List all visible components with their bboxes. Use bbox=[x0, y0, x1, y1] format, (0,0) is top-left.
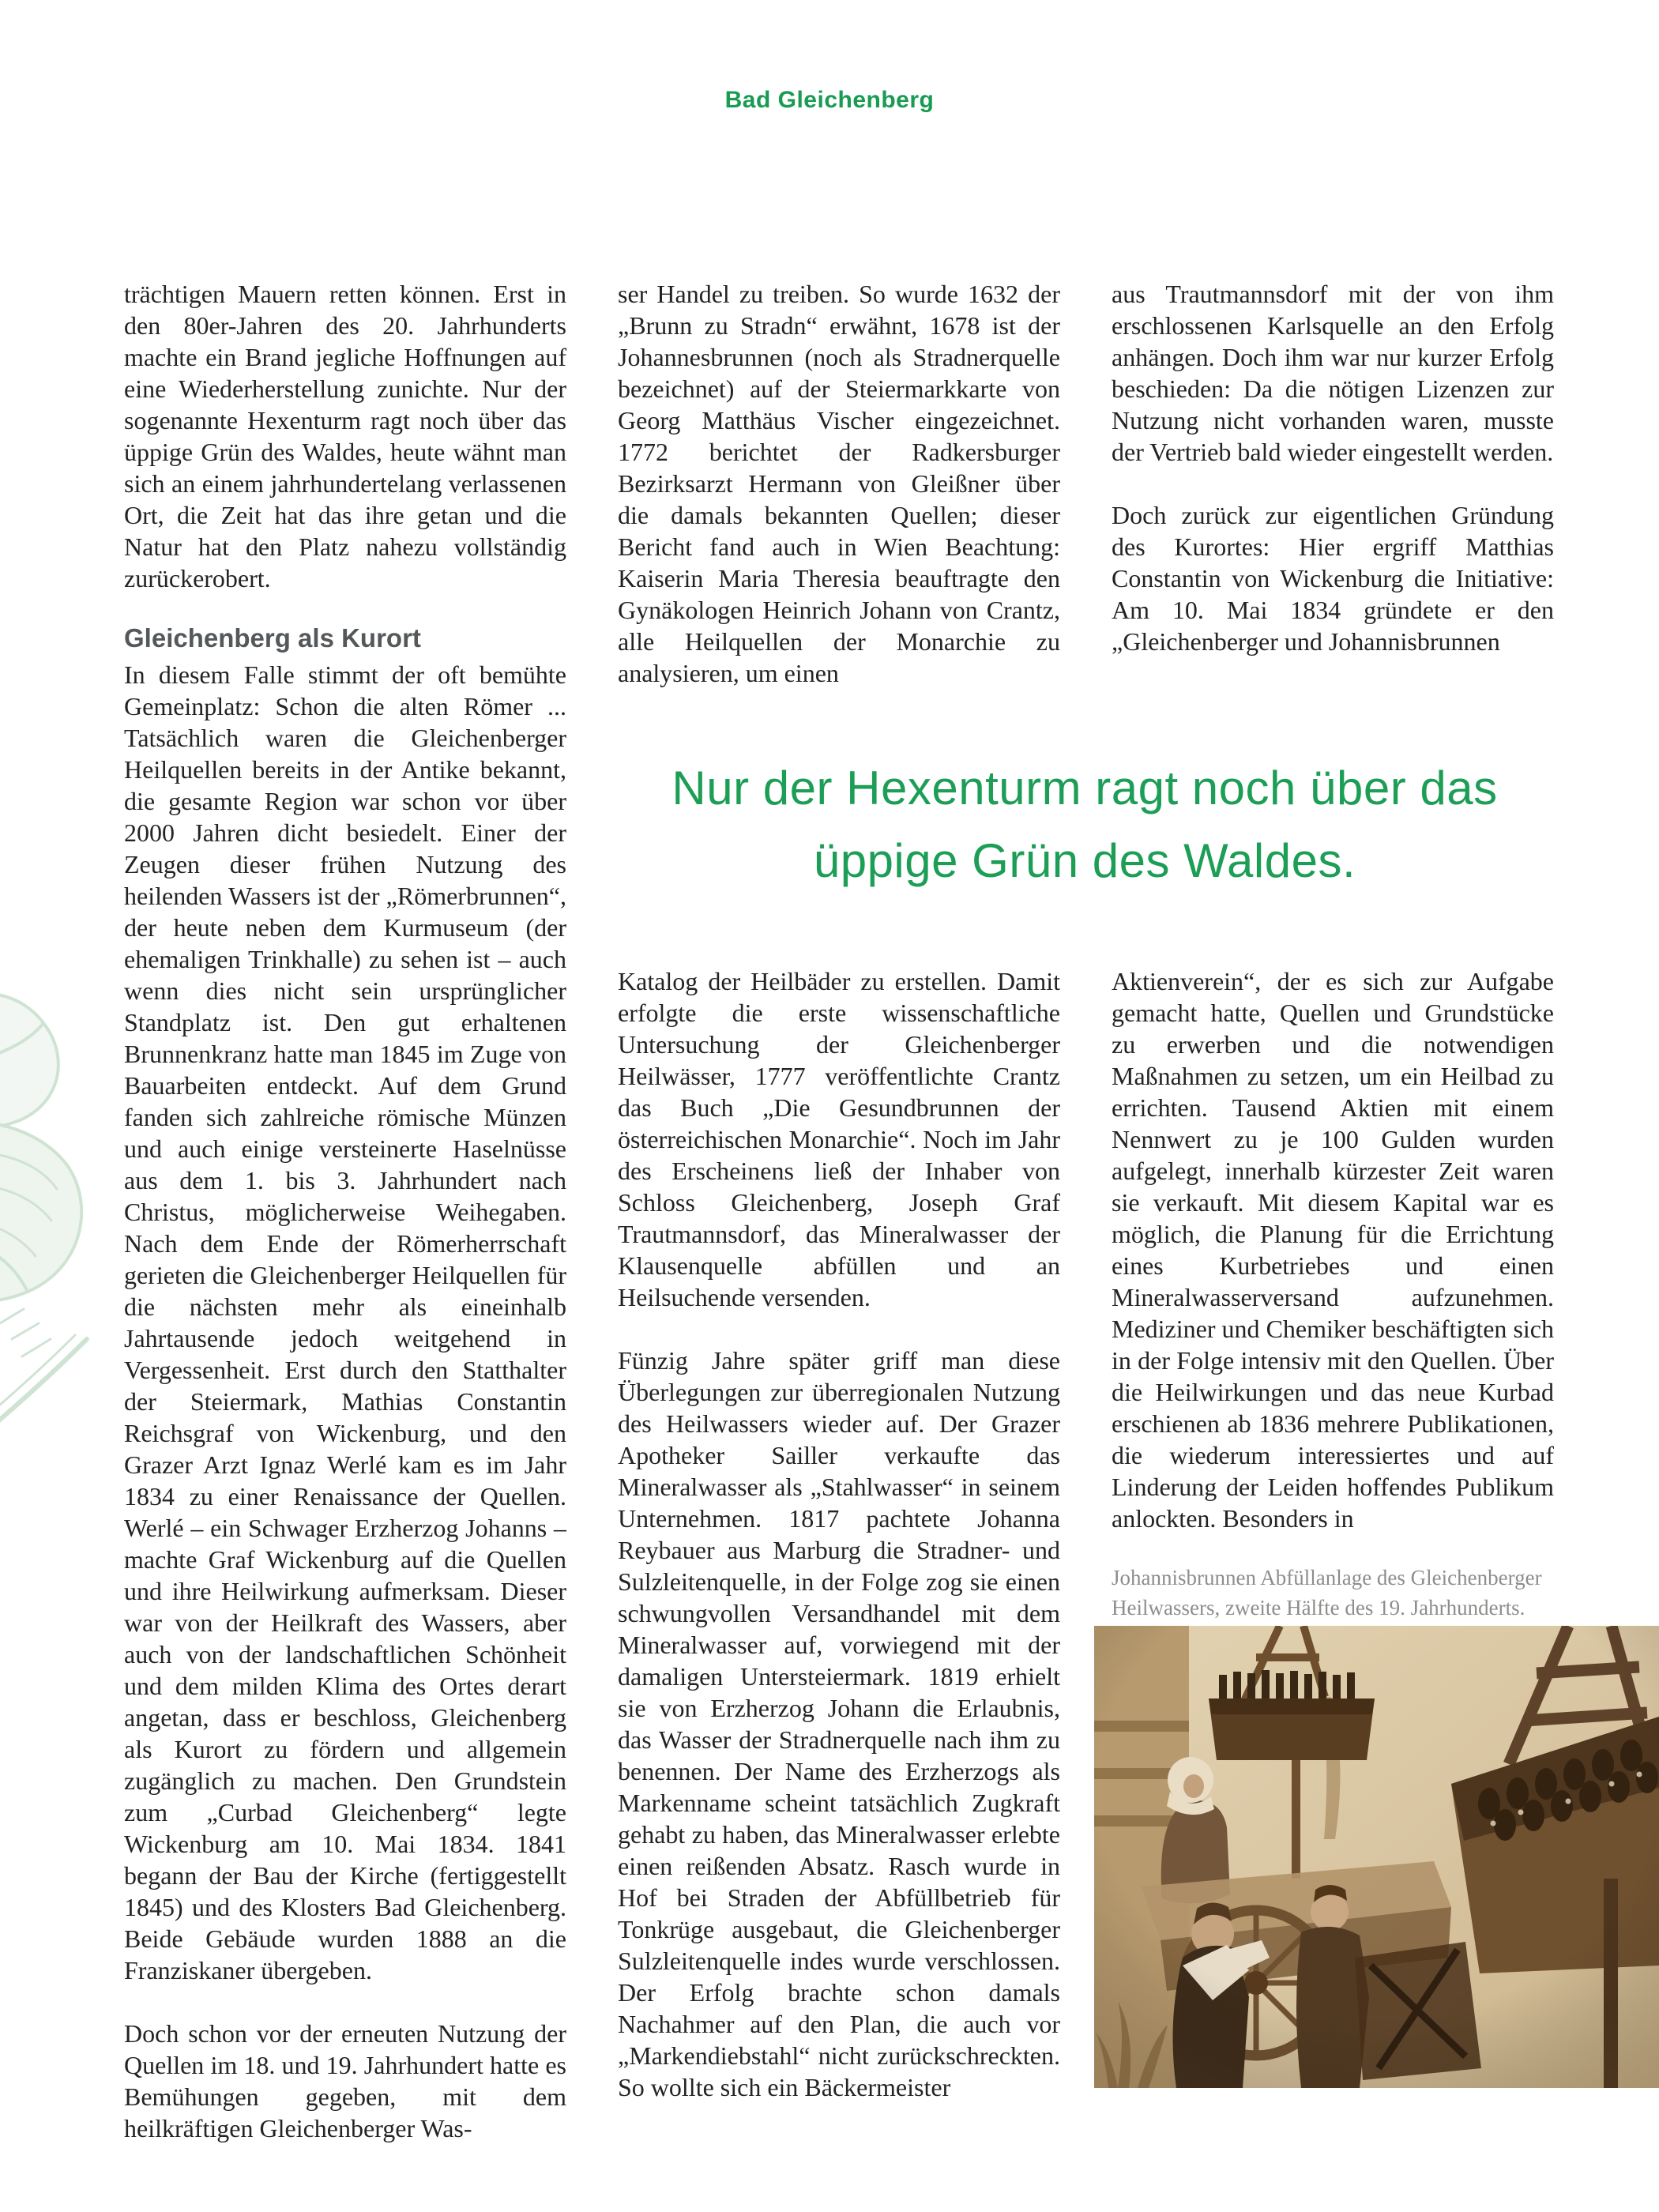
historical-photo-bottling-plant bbox=[1094, 1626, 1659, 2088]
body-paragraph: Doch zurück zur eigentlichen Gründung des Kurortes: Hier ergriff Matthias Constantin von Wickenburg die Initiative: Am 10. Mai 1834 gründete er den „Gleichenberger und Johannisbrunnen bbox=[1112, 501, 1554, 656]
body-paragraph: Doch schon vor der erneuten Nutzung der Quellen im 18. und 19. Jahrhundert hatte es Bemühungen gegeben, mit dem heilkräftigen Gleichenberger Was- bbox=[124, 2019, 566, 2142]
body-paragraph: aus Trautmannsdorf mit der von ihm erschlossenen Karlsquelle an den Erfolg anhängen. Doch ihm war nur kurzer Erfolg beschieden: Da die nötigen Lizenzen zur Nutzung nicht vorhanden waren, musste der Vertrieb bald wieder eingestellt werden. bbox=[1112, 280, 1554, 466]
body-paragraph: ser Handel zu treiben. So wurde 1632 der „Brunn zu Stradn“ erwähnt, 1678 ist der Johannesbrunnen (noch als Stradnerquelle bezeichnet) auf der Steiermarkkarte von Georg Matthäus Vischer eingezeichnet. 1772 berichtet der Radkersburger Bezirksarzt Hermann von Gleißner über die damals bekannten Quellen; dieser Bericht fand auch in Wien Beachtung: Kaiserin Maria Theresia beauftragte den Gynäkologen Heinrich Johann von Crantz, alle Heilquellen der Monarchie zu analysieren, um einen bbox=[618, 280, 1060, 687]
text-column-3-upper bbox=[1112, 278, 1554, 746]
photo-caption: Johannisbrunnen Abfüllanlage des Gleichenberger Heilwassers, zweite Hälfte des 19. Jahrhunderts. bbox=[1112, 1566, 1542, 1620]
body-paragraph: In diesem Falle stimmt der oft bemühte Gemeinplatz: Schon die alten Römer ... Tatsächlich waren die Gleichenberger Heilquellen bereits in der Antike bekannt, die gesamte Region war schon vor über 2000 Jahren dicht besiedelt. Einer der Zeugen dieser frühen Nutzung des heilenden Wassers ist der „Römerbrunnen“, der heute neben dem Kurmuseum (der ehemaligen Trinkhalle) zu sehen ist – auch wenn dies nicht sein ursprünglicher Standplatz ist. Den gut erhaltenen Brunnenkranz hatte man 1845 im Zuge von Bauarbeiten entdeckt. Auf dem Grund fanden sich zahlreiche römische Münzen und auch einige versteinerte Haselnüsse aus dem 1. bis 3. Jahrhundert nach Christus, möglicherweise Weihegaben. Nach dem Ende der Römerherrschaft gerieten die Gleichenberger Heilquellen für die nächsten mehr als eineinhalb Jahrtausende jedoch weitgehend in Vergessenheit. Erst durch den Statthalter der Steiermark, Mathias Constantin Reichsgraf von Wickenburg, und den Grazer Arzt Ignaz Werlé kam es im Jahr 1834 zu einer Renaissance der Quellen. Werlé – ein Schwager Erzherzog Johanns – machte Graf Wickenburg auf die Quellen und ihre Heilwirkung aufmerksam. Dieser war von der Heilkraft des Wassers, aber auch von der landschaftlichen Schönheit und dem milden Klima des Ortes derart angetan, dass er beschloss, Gleichenberg als Kurort zu fördern und allgemein zugänglich zu machen. Den Grundstein zum „Curbad Gleichenberg“ legte Wickenburg am 10. Mai 1834. 1841 begann der Bau der Kirche (fertiggestellt 1845) und des Klosters Bad Gleichenberg. Beide Gebäude wurden 1888 an die Franziskaner übergeben. bbox=[124, 660, 566, 1984]
body-paragraph: Katalog der Heilbäder zu erstellen. Damit erfolgte die erste wissenschaftliche Untersuchung der Gleichenberger Heilwässer, 1777 veröffentlichte Crantz das Buch „Die Gesundbrunnen der österreichischen Monarchie“. Noch im Jahr des Erscheinens ließ der Inhaber von Schloss Gleichenberg, Joseph Graf Trautmannsdorf, das Mineralwasser der Klausenquelle abfüllen und an Heilsuchende versenden. bbox=[618, 967, 1060, 1311]
text-column-3-lower bbox=[1112, 965, 1554, 1566]
text-column-1 bbox=[124, 278, 566, 2149]
text-column-2-upper bbox=[618, 278, 1060, 746]
section-heading: Gleichenberg als Kurort bbox=[124, 623, 421, 653]
body-paragraph: Aktienverein“, der es sich zur Aufgabe gemacht hatte, Quellen und Grundstücke zu erwerben und die notwendigen Maßnahmen zu setzen, um ein Heilbad zu errichten. Tausend Aktien mit einem Nennwert zu je 100 Gulden wurden aufgelegt, innerhalb kürzester Zeit waren sie verkauft. Mit diesem Kapital war es möglich, die Planung für die Errichtung eines Kurbetriebes und einen Mineralwasserversand aufzunehmen. Mediziner und Chemiker beschäftigten sich in der Folge intensiv mit den Quellen. Über die Heilwirkungen und das neue Kurbad erschienen ab 1836 mehrere Publikationen, die wiederum interessiertes und auf Linderung der Leiden hoffendes Publikum anlockten. Besonders in bbox=[1112, 967, 1554, 1533]
text-column-2-lower bbox=[618, 965, 1060, 2172]
botanical-decoration-drawing bbox=[0, 897, 118, 1544]
pull-quote: Nur der Hexenturm ragt noch über das üppige Grün des Waldes. bbox=[672, 762, 1498, 887]
body-paragraph: trächtigen Mauern retten können. Erst in den 80er-Jahren des 20. Jahrhunderts machte ein Brand jegliche Hoffnungen auf eine Wiederherstellung zunichte. Nur der sogenannte Hexenturm ragt noch über das üppige Grün des Waldes, heute wähnt man sich an einem jahrhundertelang verlassenen Ort, die Zeit hat das ihre getan und die Natur hat den Platz nahezu vollständig zurückerobert. bbox=[124, 280, 566, 592]
page-title: Bad Gleichenberg bbox=[724, 87, 935, 113]
body-paragraph: Fünzig Jahre später griff man diese Überlegungen zur überregionalen Nutzung des Heilwassers wieder auf. Der Grazer Apotheker Sailler verkaufte das Mineralwasser als „Stahlwasser“ in seinem Unternehmen. 1817 pachtete Johanna Reybauer aus Marburg die Stradner- und Sulzleitenquelle, in der Folge zog sie einen schwungvollen Versandhandel mit dem Mineralwasser auf, vorwiegend mit der damaligen Untersteiermark. 1819 erhielt sie von Erzherzog Johann die Erlaubnis, das Wasser der Stradnerquelle nach ihm zu benennen. Der Name des Erzherzogs als Markenname scheint tatsächlich Zugkraft gehabt zu haben, das Mineralwasser erlebte einen reißenden Absatz. Rasch wurde in Hof bei Straden der Abfüllbetrieb für Tonkrüge ausgebaut, die Gleichenberger Sulzleitenquelle indes wurde verschlossen. Der Erfolg brachte schon damals Nachahmer auf den Plan, die auch vor „Markendiebstahl“ nicht zurückschreckten. So wollte sich ein Bäckermeister bbox=[618, 1346, 1060, 2101]
